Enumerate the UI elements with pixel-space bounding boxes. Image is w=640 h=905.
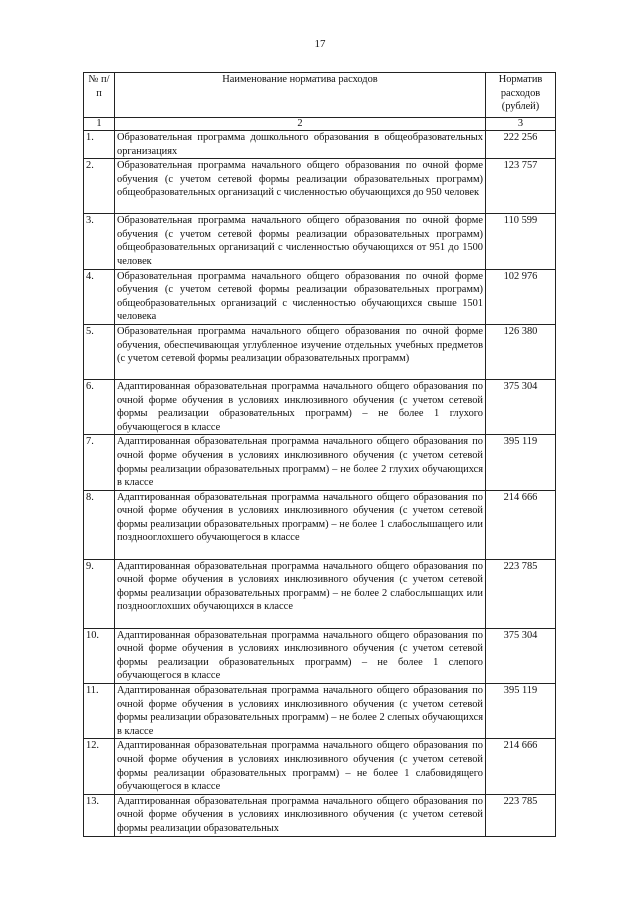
table-row [84, 131, 556, 159]
row-name: Адаптированная образовательная программа начального общего образования по очной форме обучения в условиях инклюзивного обучения (с учетом сетевой формы реализации образовательных программ) – не более 1 глухого обучающегося в классе [115, 379, 486, 434]
row-value: 223 785 [486, 794, 556, 836]
header-value: Норматив расходов (рублей) [486, 73, 556, 118]
row-name: Образовательная программа начального общего образования по очной форме обучения (с учетом сетевой формы реализации образовательных программ) общеобразовательных организаций с численностью обучающихся от 951 до 1500 человек [115, 214, 486, 269]
row-value: 214 666 [486, 490, 556, 559]
row-value: 123 757 [486, 159, 556, 214]
row-number: 12. [84, 739, 115, 794]
table-row [84, 739, 556, 794]
row-name: Образовательная программа начального общего образования по очной форме обучения (с учетом сетевой формы реализации образовательных программ) общеобразовательных организаций с численностью обучающихся свыше 1501 человека [115, 269, 486, 324]
row-number: 3. [84, 214, 115, 269]
row-name: Адаптированная образовательная программа начального общего образования по очной форме обучения в условиях инклюзивного обучения (с учетом сетевой формы реализации образовательных программ) – не более 1 слабослышащего или позднооглохшего обучающегося в классе [115, 490, 486, 559]
row-number: 1. [84, 131, 115, 159]
row-name: Образовательная программа дошкольного образования в общеобразовательных организациях [115, 131, 486, 159]
row-name: Адаптированная образовательная программа начального общего образования по очной форме обучения в условиях инклюзивного обучения (с учетом сетевой формы реализации образовательных программ) – не более 1 слепого обучающегося в классе [115, 628, 486, 683]
header-num: № п/п [84, 73, 115, 118]
row-number: 10. [84, 628, 115, 683]
row-number: 6. [84, 379, 115, 434]
table-row [84, 435, 556, 490]
table-row [84, 324, 556, 379]
row-value: 395 119 [486, 435, 556, 490]
row-name: Адаптированная образовательная программа начального общего образования по очной форме обучения в условиях инклюзивного обучения (с учетом сетевой формы реализации образовательных программ) – не более 2 слепых обучающихся в классе [115, 684, 486, 739]
row-number: 5. [84, 324, 115, 379]
table-row [84, 684, 556, 739]
row-value: 126 380 [486, 324, 556, 379]
table-row [84, 490, 556, 559]
table-row [84, 628, 556, 683]
column-number: 1 [84, 118, 115, 131]
table-row [84, 214, 556, 269]
row-value: 102 976 [486, 269, 556, 324]
row-name: Адаптированная образовательная программа начального общего образования по очной форме обучения в условиях инклюзивного обучения (с учетом сетевой формы реализации образовательных программ) – не более 2 слабослышащих или позднооглохших обучающихся в классе [115, 559, 486, 628]
row-number: 2. [84, 159, 115, 214]
row-name: Образовательная программа начального общего образования по очной форме обучения (с учетом сетевой формы реализации образовательных программ) общеобразовательных организаций с численностью обучающихся до 950 человек [115, 159, 486, 214]
row-number: 4. [84, 269, 115, 324]
norms-table [83, 72, 556, 837]
row-value: 222 256 [486, 131, 556, 159]
table-row [84, 559, 556, 628]
header-name: Наименование норматива расходов [115, 73, 486, 118]
row-name: Образовательная программа начального общего образования по очной форме обучения, обеспечивающая углубленное изучение отдельных учебных предметов (с учетом сетевой формы реализации образовательных программ) [115, 324, 486, 379]
column-number: 3 [486, 118, 556, 131]
row-number: 7. [84, 435, 115, 490]
row-value: 214 666 [486, 739, 556, 794]
table-row [84, 159, 556, 214]
row-value: 223 785 [486, 559, 556, 628]
row-name: Адаптированная образовательная программа начального общего образования по очной форме обучения в условиях инклюзивного обучения (с учетом сетевой формы реализации образовательных программ) – не более 2 глухих обучающихся в классе [115, 435, 486, 490]
table-row [84, 794, 556, 836]
row-name: Адаптированная образовательная программа начального общего образования по очной форме обучения в условиях инклюзивного обучения (с учетом сетевой формы реализации образовательных [115, 794, 486, 836]
row-value: 375 304 [486, 628, 556, 683]
row-number: 8. [84, 490, 115, 559]
row-value: 110 599 [486, 214, 556, 269]
row-number: 9. [84, 559, 115, 628]
row-number: 11. [84, 684, 115, 739]
row-number: 13. [84, 794, 115, 836]
table-row [84, 269, 556, 324]
page-number: 17 [314, 38, 326, 50]
row-value: 395 119 [486, 684, 556, 739]
table-row [84, 379, 556, 434]
table-header [84, 73, 556, 131]
row-value: 375 304 [486, 379, 556, 434]
column-number: 2 [115, 118, 486, 131]
row-name: Адаптированная образовательная программа начального общего образования по очной форме обучения в условиях инклюзивного обучения (с учетом сетевой формы реализации образовательных программ) – не более 1 слабовидящего обучающегося в классе [115, 739, 486, 794]
column-numbers-row [84, 118, 556, 131]
table-body [84, 131, 556, 837]
